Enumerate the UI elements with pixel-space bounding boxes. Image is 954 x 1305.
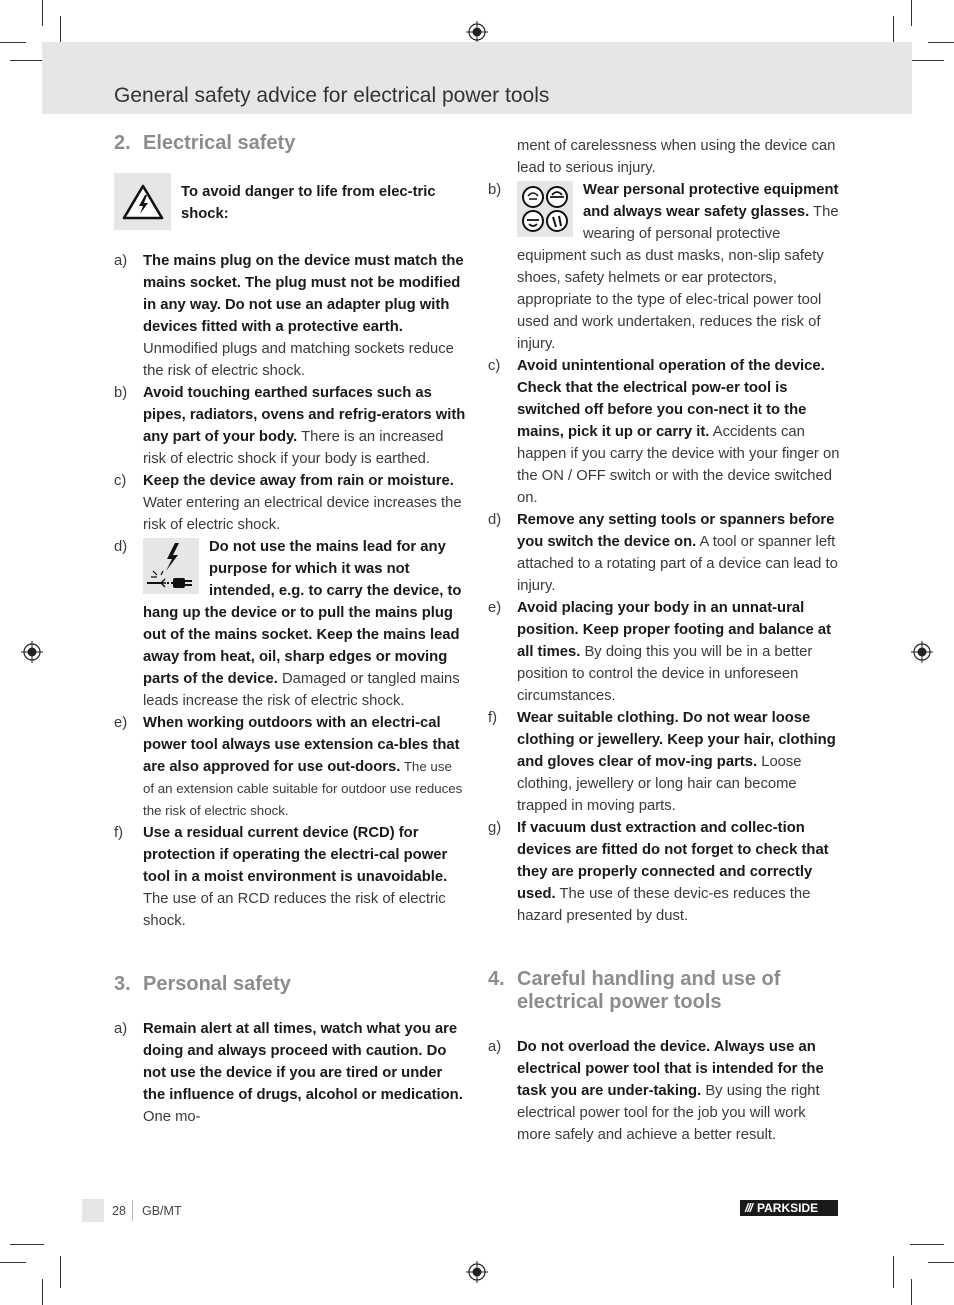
item-letter: g) bbox=[488, 820, 502, 836]
item-bold-text: Avoid touching earthed surfaces such as pipes, radiators, ovens and refrig-erators with any part of your body. bbox=[143, 385, 466, 445]
item-text: Loose clothing, jewellery or long hair can become trapped in moving parts. bbox=[517, 754, 802, 814]
page-number: 28 bbox=[112, 1204, 126, 1218]
item-text: The wearing of personal protective equipment such as dust masks, non-slip safety shoes, safety helmets or ear protectors, appropriate to the type of elec-trical power tool used and work undertaken, reduces the risk of injury. bbox=[517, 204, 839, 352]
item-letter: e) bbox=[114, 715, 128, 731]
warning-triangle-icon bbox=[121, 183, 165, 221]
section-title: Careful handling and use of electrical power tools bbox=[517, 968, 781, 1013]
crop-mark bbox=[928, 1262, 954, 1263]
section-heading-careful-handling bbox=[488, 968, 840, 1014]
crop-mark bbox=[911, 1279, 912, 1305]
item-bold-text: If vacuum dust extraction and collec-tion devices are fitted do not forget to check that they are properly connected and correctly used. bbox=[517, 820, 829, 902]
section-number: 4. bbox=[488, 968, 505, 990]
left-column bbox=[114, 130, 466, 1128]
item-letter: a) bbox=[114, 253, 128, 269]
list-item bbox=[488, 179, 840, 355]
list-item bbox=[114, 250, 466, 382]
electrical-safety-list bbox=[114, 250, 466, 932]
list-item bbox=[114, 712, 466, 822]
item-letter: b) bbox=[114, 385, 128, 401]
item-text: The use of these devic-es reduces the hazard presented by dust. bbox=[517, 886, 811, 924]
footer-box bbox=[82, 1199, 104, 1222]
list-item bbox=[488, 1036, 840, 1146]
item-letter: c) bbox=[114, 473, 127, 489]
crop-mark bbox=[42, 0, 43, 26]
page-language: GB/MT bbox=[142, 1204, 182, 1218]
item-text: There is an increased risk of electric shock if your body is earthed. bbox=[143, 429, 444, 467]
list-item bbox=[488, 509, 840, 597]
crop-mark bbox=[0, 1262, 26, 1263]
item-text: Damaged or tangled mains leads increase the risk of electric shock. bbox=[143, 671, 460, 709]
item-text: By using the right electrical power tool for the job you will work more safely and achieve a better result. bbox=[517, 1083, 820, 1143]
item-bold-text: Avoid unintentional operation of the device. Check that the electrical pow-er tool is switched off before you con-nect it to the mains, pick it up or carry it. bbox=[517, 358, 825, 440]
item-letter: f) bbox=[114, 825, 124, 841]
item-text: A tool or spanner left attached to a rotating part of a device can lead to injury. bbox=[517, 534, 838, 594]
item-text: One mo- bbox=[143, 1109, 201, 1125]
crop-mark bbox=[60, 1256, 61, 1288]
section-heading-personal-safety bbox=[114, 973, 466, 996]
item-letter: f) bbox=[488, 710, 498, 726]
item-bold-text: When working outdoors with an electri-cal power tool always use extension ca-bles that are also approved for use out-doors. bbox=[143, 715, 460, 775]
item-bold-text: Keep the device away from rain or moisture. bbox=[143, 473, 454, 489]
item-letter: b) bbox=[488, 182, 502, 198]
list-item bbox=[114, 822, 466, 932]
registration-mark-icon bbox=[21, 641, 43, 663]
item-bold-text: Remain alert at all times, watch what you are doing and always proceed with caution. Do not use the device if you are tired or under the influence of drugs, alcohol or medication. bbox=[143, 1021, 463, 1103]
item-letter: e) bbox=[488, 600, 502, 616]
brand-name: PARKSIDE bbox=[757, 1201, 819, 1215]
section-number: 2. bbox=[114, 132, 131, 154]
crop-mark bbox=[0, 42, 26, 43]
list-item bbox=[488, 355, 840, 509]
cable-warning-icon-box bbox=[143, 538, 199, 594]
brand-stripes-icon: /// bbox=[745, 1201, 753, 1215]
section-title: Electrical safety bbox=[143, 132, 296, 154]
list-item bbox=[488, 707, 840, 817]
damaged-cable-icon bbox=[145, 541, 197, 591]
section-heading-electrical-safety bbox=[114, 132, 466, 155]
item-text: ment of carelessness when using the device can lead to serious injury. bbox=[517, 138, 836, 176]
warning-text: To avoid danger to life from elec-tric shock: bbox=[181, 184, 436, 222]
crop-mark bbox=[910, 60, 944, 61]
section-title: Personal safety bbox=[143, 973, 291, 995]
item-letter: a) bbox=[488, 1039, 502, 1055]
list-item bbox=[488, 817, 840, 927]
item-text: Unmodified plugs and matching sockets reduce the risk of electric shock. bbox=[143, 341, 454, 379]
item-letter: c) bbox=[488, 358, 501, 374]
item-bold-text: Do not use the mains lead for any purpose for which it was not intended, e.g. to carry the device, to hang up the device or to pull the mains plug out of the mains socket. Keep the mains lead away from heat, oil, sharp edges or moving parts of the device. bbox=[143, 539, 462, 687]
section-number: 3. bbox=[114, 973, 131, 995]
item-text: Water entering an electrical device increases the risk of electric shock. bbox=[143, 495, 462, 533]
item-letter: d) bbox=[488, 512, 502, 528]
brand-logo bbox=[740, 1200, 838, 1216]
crop-mark bbox=[893, 1256, 894, 1288]
item-text: The use of an RCD reduces the risk of electric shock. bbox=[143, 891, 446, 929]
personal-safety-list bbox=[114, 1018, 466, 1128]
item-bold-text: Remove any setting tools or spanners before you switch the device on. bbox=[517, 512, 835, 550]
item-text: The use of an extension cable suitable for outdoor use reduces the risk of electric shock. bbox=[143, 759, 463, 818]
list-item-continuation bbox=[488, 135, 840, 179]
item-text: Accidents can happen if you carry the device with your finger on the ON / OFF switch or with the device switched on. bbox=[517, 424, 840, 506]
item-letter: d) bbox=[114, 539, 128, 555]
registration-mark-icon bbox=[466, 1261, 488, 1283]
crop-mark bbox=[910, 1244, 944, 1245]
item-bold-text: Avoid placing your body in an unnat-ural position. Keep proper footing and balance at all times. bbox=[517, 600, 832, 660]
right-column bbox=[488, 135, 840, 1146]
crop-mark bbox=[911, 0, 912, 26]
item-bold-text: Use a residual current device (RCD) for protection if operating the electri-cal power tool in a moist environment is unavoidable. bbox=[143, 825, 448, 885]
item-text: By doing this you will be in a better position to control the device in unforeseen circumstances. bbox=[517, 644, 813, 704]
list-item bbox=[114, 382, 466, 470]
crop-mark bbox=[42, 1279, 43, 1305]
crop-mark bbox=[928, 42, 954, 43]
ppe-icon-box bbox=[517, 181, 573, 237]
list-item bbox=[114, 536, 466, 712]
safety-equipment-icon bbox=[520, 184, 570, 234]
registration-mark-icon bbox=[466, 21, 488, 43]
registration-mark-icon bbox=[911, 641, 933, 663]
crop-mark bbox=[10, 1244, 44, 1245]
warning-icon-box bbox=[114, 173, 171, 230]
page-title: General safety advice for electrical power tools bbox=[114, 84, 550, 107]
item-letter: a) bbox=[114, 1021, 128, 1037]
list-item bbox=[114, 470, 466, 536]
careful-handling-list bbox=[488, 1036, 840, 1146]
crop-mark bbox=[10, 60, 44, 61]
warning-block bbox=[114, 173, 466, 234]
item-bold-text: The mains plug on the device must match the mains socket. The plug must not be modified in any way. Do not use an adapter plug with devices fitted with a protective earth. bbox=[143, 253, 464, 335]
item-bold-text: Do not overload the device. Always use an electrical power tool that is intended for the task you are under-taking. bbox=[517, 1039, 824, 1099]
list-item bbox=[114, 1018, 466, 1128]
item-bold-text: Wear suitable clothing. Do not wear loose clothing or jewellery. Keep your hair, clothing and gloves clear of mov-ing parts. bbox=[517, 710, 836, 770]
item-bold-text: Wear personal protective equipment and always wear safety glasses. bbox=[583, 182, 839, 220]
footer-divider bbox=[132, 1200, 133, 1221]
list-item bbox=[488, 597, 840, 707]
